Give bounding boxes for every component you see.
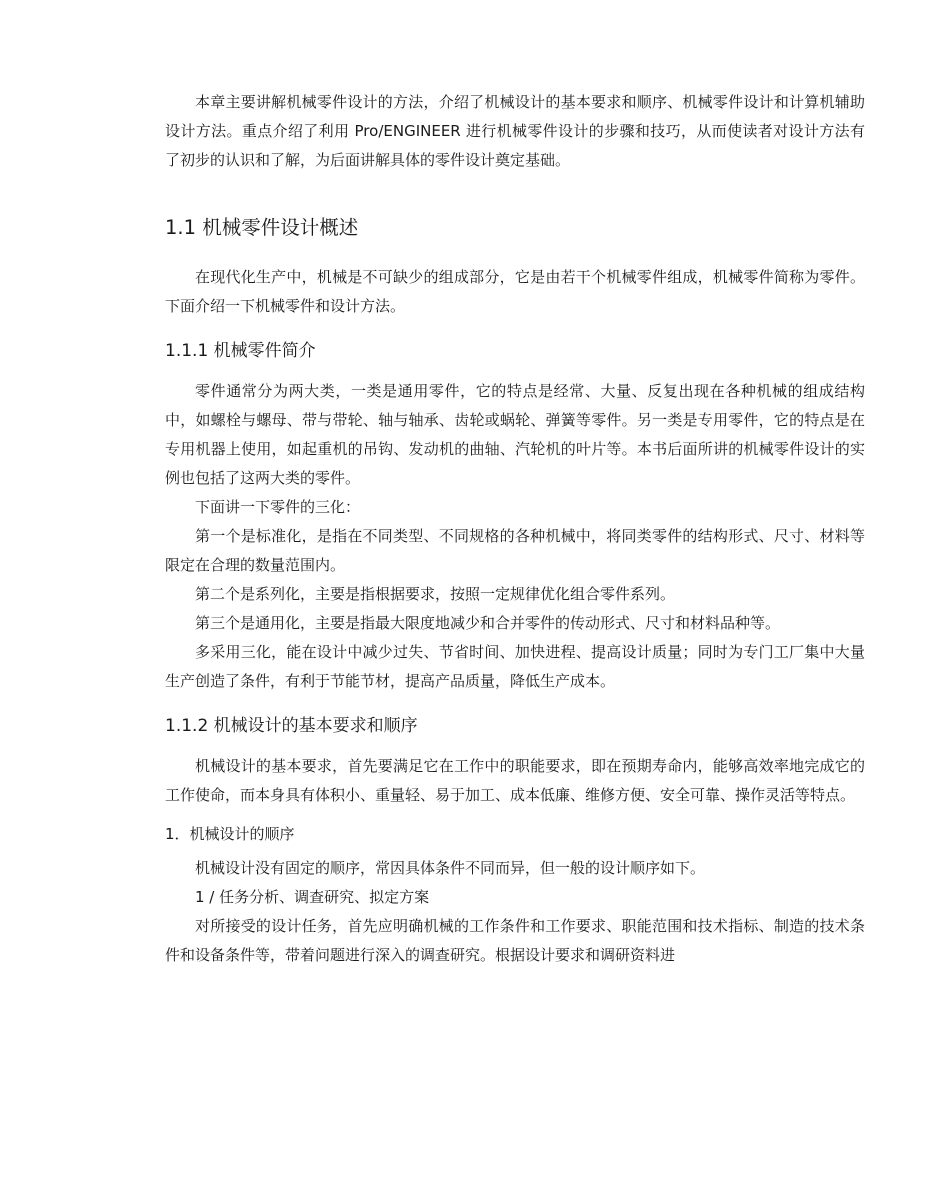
design-order-step-heading: 1 / 任务分析、调查研究、拟定方案 <box>195 888 430 906</box>
section-1-1-1-paragraph-6: 多采用三化，能在设计中减少过失、节省时间、加快进程、提高设计质量；同时为专门工厂集中大量生产创造了条件，有利于节能节材，提高产品质量，降低生产成本。 <box>165 643 865 690</box>
design-order-paragraph-2: 对所接受的设计任务，首先应明确机械的工作条件和工作要求、职能范围和技术指标、制造的技术条件和设备条件等，带着问题进行深入的调查研究。根据设计要求和调研资料进 <box>165 917 865 964</box>
section-1-1-1-paragraph-3: 第一个是标准化，是指在不同类型、不同规格的各种机械中，将同类零件的结构形式、尺寸、材料等限定在合理的数量范围内。 <box>165 527 865 574</box>
section-1-1-1-paragraph-4: 第二个是系列化，主要是指根据要求，按照一定规律优化组合零件系列。 <box>195 585 676 603</box>
section-1-1-1-paragraph-2: 下面讲一下零件的三化： <box>195 498 361 516</box>
section-1-1-1-paragraph-5: 第三个是通用化，主要是指最大限度地减少和合并零件的传动形式、尺寸和材料品种等。 <box>195 614 781 632</box>
section-heading-1-1-1: 1.1.1 机械零件简介 <box>165 341 316 361</box>
section-heading-1-1: 1.1 机械零件设计概述 <box>165 216 359 239</box>
section-1-1-2-paragraph: 机械设计的基本要求，首先要满足它在工作中的职能要求，即在预期寿命内，能够高效率地完成它的工作使命，而本身具有体积小、重量轻、易于加工、成本低廉、维修方便、安全可靠、操作灵活等特点。 <box>165 757 865 804</box>
section-1-1-paragraph: 在现代化生产中，机械是不可缺少的组成部分，它是由若干个机械零件组成，机械零件简称为零件。下面介绍一下机械零件和设计方法。 <box>165 268 865 315</box>
subsection-heading-design-order: 1．机械设计的顺序 <box>165 825 295 843</box>
section-heading-1-1-2: 1.1.2 机械设计的基本要求和顺序 <box>165 716 418 736</box>
intro-paragraph: 本章主要讲解机械零件设计的方法，介绍了机械设计的基本要求和顺序、机械零件设计和计算机辅助设计方法。重点介绍了利用 Pro/ENGINEER 进行机械零件设计的步骤和技巧，从而使读者对设计方法有了初步的认识和了解，为后面讲解具体的零件设计奠定基础。 <box>165 93 865 169</box>
design-order-paragraph-1: 机械设计没有固定的顺序，常因具体条件不同而异，但一般的设计顺序如下。 <box>195 859 706 877</box>
document-page <box>165 88 865 970</box>
section-1-1-1-paragraph-1: 零件通常分为两大类，一类是通用零件，它的特点是经常、大量、反复出现在各种机械的组成结构中，如螺栓与螺母、带与带轮、轴与轴承、齿轮或蜗轮、弹簧等零件。另一类是专用零件，它的特点是在专用机器上使用，如起重机的吊钩、发动机的曲轴、汽轮机的叶片等。本书后面所讲的机械零件设计的实例也包括了这两大类的零件。 <box>165 382 865 487</box>
